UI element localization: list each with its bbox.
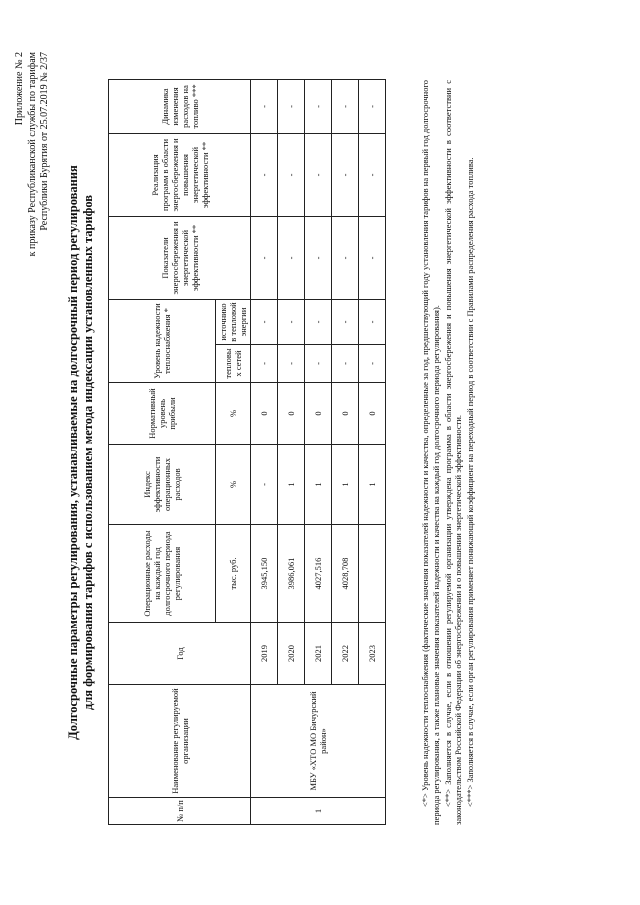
header-profit: Нормативный уровень прибыли [109,383,216,445]
table-header-row [109,79,216,824]
document-title [66,80,96,825]
cell-energy-prog: - [305,133,332,216]
cell-energy-ind: - [278,216,305,299]
unit-profit: % [216,383,251,445]
cell-rel-net: - [305,345,332,383]
header-eff: Индекс эффективности операционных расходов [109,445,216,525]
cell-opex: 3986,061 [278,525,305,623]
header-opex: Операционные расходы на каждый год долгосрочного периода регулирования [109,525,216,623]
row-number: 1 [251,798,386,825]
cell-profit: 0 [278,383,305,445]
cell-fuel: - [332,79,359,133]
cell-profit: 0 [305,383,332,445]
footnote-reliability: <*> Уровень надежности теплоснабжения (фактические значения показателей надежности и качества, определенные за год, предшествующий году установления тарифов на первый год долгосрочного периода регулирования, а также плановые значения показателей надежности и качества на каждый год долгосрочного периода регулирования). [420,79,441,825]
cell-profit: 0 [251,383,278,445]
cell-eff: 1 [305,445,332,525]
cell-energy-prog: - [359,133,386,216]
cell-energy-prog: - [332,133,359,216]
cell-eff: 1 [278,445,305,525]
cell-rel-src: - [359,299,386,344]
table-row [251,79,278,824]
cell-energy-ind: - [305,216,332,299]
subheader-sources: источников тепловой энергии [216,299,251,344]
footnotes [420,80,477,825]
header-year: Год [109,623,251,685]
footnote-fuel: <***> Заполняется в случае, если орган регулирования применяет понижающий коэффициент на переходный период в соответствии с Правилами распределения расхода топлива. [465,157,476,807]
cell-energy-ind: - [251,216,278,299]
cell-eff: 1 [332,445,359,525]
header-num: № п/п [109,798,251,825]
cell-profit: 0 [359,383,386,445]
cell-year: 2021 [305,623,332,685]
cell-rel-src: - [278,299,305,344]
cell-energy-ind: - [332,216,359,299]
cell-profit: 0 [332,383,359,445]
cell-rel-net: - [278,345,305,383]
subheader-networks: тепловых сетей [216,345,251,383]
cell-energy-prog: - [278,133,305,216]
cell-fuel: - [359,79,386,133]
header-energy-program: Реализация программ в области энергосбережения и повышения энергетической эффективности ** [109,133,251,216]
cell-opex [359,525,386,623]
header-org: Наименование регулируемой организации [109,685,251,798]
unit-eff: % [216,445,251,525]
header-reliability: Уровень надежности теплоснабжения * [109,299,216,382]
cell-year: 2020 [278,623,305,685]
cell-rel-src: - [332,299,359,344]
cell-year: 2023 [359,623,386,685]
appendix-date: Республики Бурятия от 25.07.2019 № 2/37 [39,52,50,231]
cell-fuel: - [305,79,332,133]
cell-eff: - [251,445,278,525]
cell-rel-net: - [359,345,386,383]
parameters-table [108,79,386,825]
cell-rel-src: - [305,299,332,344]
appendix-order: к приказу Республиканской службы по тарифам [26,52,38,257]
footnote-energy: <**> Заполняется в случае, если в отношении регулируемой организации утверждена программа в области энергосбережения и повышения энергетической эффективности в соответствии с законодательством Российской Федерации об энергосбережении и о повышении энергетической эффективности. [442,80,464,825]
cell-year: 2019 [251,623,278,685]
cell-rel-src: - [251,299,278,344]
cell-fuel: - [251,79,278,133]
cell-fuel: - [278,79,305,133]
cell-eff: 1 [359,445,386,525]
cell-year: 2022 [332,623,359,685]
cell-opex: 4028,708 [332,525,359,623]
cell-rel-net: - [251,345,278,383]
header-fuel: Динамика изменения расходов на топливо *** [109,79,251,133]
title-line-1: Долгосрочные параметры регулирования, устанавливаемые на долгосрочный период регулирования [66,165,80,740]
cell-energy-prog: - [251,133,278,216]
cell-energy-ind: - [359,216,386,299]
header-energy-indicators: Показатели энергосбережения и энергетической эффективности ** [109,216,251,299]
cell-opex: 3945,150 [251,525,278,623]
appendix-block [14,52,52,256]
appendix-number: Приложение № 2 [14,52,25,126]
cell-opex: 4027,516 [305,525,332,623]
cell-rel-net: - [332,345,359,383]
title-line-2: для формирования тарифов с использованием метода индексации установленных тарифов [81,194,95,711]
unit-opex: тыс. руб. [216,525,251,623]
organization-name: МБУ «ХТО МО Бичурский район» [251,685,386,798]
